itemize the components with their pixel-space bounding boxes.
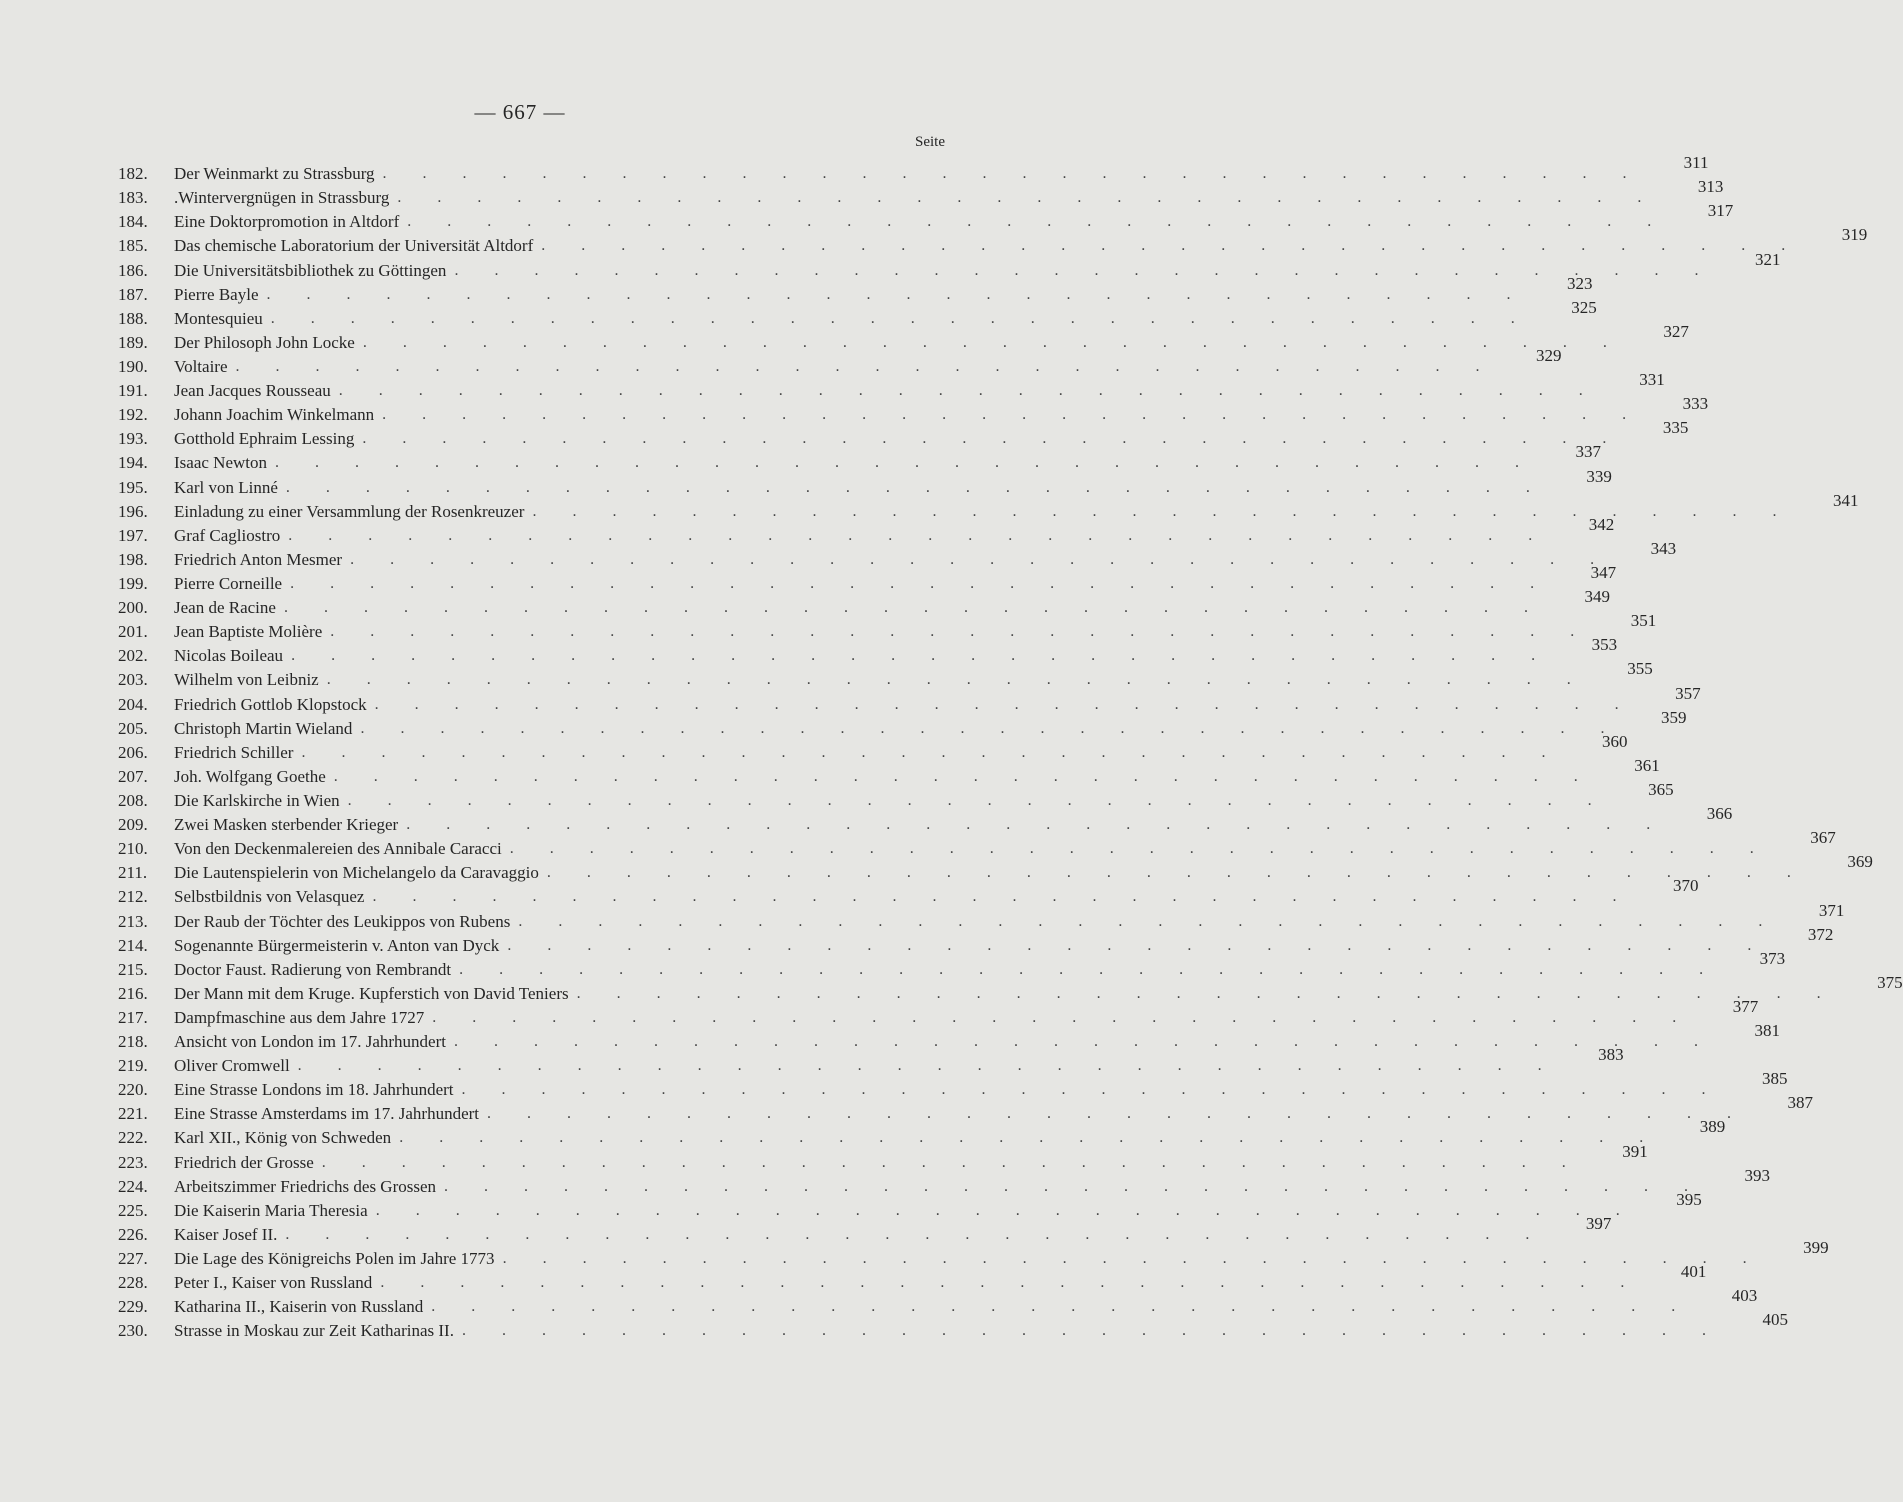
entry-number: 211. (118, 863, 148, 883)
entry-number: 227. (118, 1249, 148, 1269)
dot-leader: . . . . . . . . . . . . . . . . . . . . . . . . . . . . . . . . (347, 791, 1608, 809)
entry-page: 367 (1810, 828, 1836, 848)
entry-page: 399 (1803, 1238, 1829, 1258)
dot-leader: . . . . . . . . . . . . . . . . . . . . . . . . . . . . . . . . (407, 213, 1668, 231)
entry-title: Joh. Wolfgang Goethe (174, 766, 326, 786)
entry-number: 217. (118, 1007, 148, 1027)
entry-page: 341 (1832, 490, 1859, 510)
toc-entry (118, 1069, 1788, 1100)
entry-page: 313 (1697, 177, 1724, 197)
entry-title: Johann Joachim Winkelmann (174, 405, 375, 425)
entry-page: 329 (1536, 345, 1562, 365)
entry-title: Eine Doktorpromotion in Altdorf (174, 212, 400, 232)
entry-title: Der Weinmarkt zu Strassburg (174, 164, 375, 184)
entry-title: Jean de Racine (174, 598, 276, 618)
dot-leader: . . . . . . . . . . . . . . . . . . . . . . . . . . . . . . . . (291, 647, 1552, 665)
toc-entry (118, 852, 1873, 883)
toc-entry (118, 321, 1689, 353)
dot-leader: . . . . . . . . . . . . . . . . . . . . . . . . . . . . . . . . (461, 1081, 1722, 1099)
entry-page: 339 (1586, 466, 1612, 486)
toc-entry (118, 249, 1781, 280)
dot-leader: . . . . . . . . . . . . . . . . . . . . . . . . . . . . . . . . (283, 599, 1544, 617)
toc-entry (118, 177, 1724, 208)
dot-leader: . . . . . . . . . . . . . . . . . . . . . . . . . . . . . . . . (459, 960, 1720, 978)
entry-number: 206. (118, 742, 148, 762)
dot-leader: . . . . . . . . . . . . . . . . . . . . . . . . . . . . . . . . (406, 816, 1667, 834)
entry-title: Friedrich der Grosse (174, 1152, 314, 1172)
dot-leader: . . . . . . . . . . . . . . . . . . . . . . . . . . . . . . . . (507, 936, 1768, 954)
entry-number: 212. (118, 887, 148, 907)
page-column-label: Seite (915, 134, 945, 150)
toc-entry (118, 225, 1868, 256)
entry-title: Einladung zu einer Versammlung der Rosenkreuzer (174, 501, 525, 521)
entry-page: 353 (1591, 635, 1618, 655)
entry-title: Ansicht von London im 17. Jahrhundert (174, 1032, 446, 1052)
entry-title: Der Philosoph John Locke (174, 332, 355, 352)
entry-number: 229. (118, 1297, 148, 1317)
entry-page: 372 (1807, 924, 1834, 944)
toc-entry (118, 418, 1689, 449)
entry-title: Eine Strasse Londons im 18. Jahrhundert (174, 1080, 454, 1100)
toc-entry (118, 804, 1733, 835)
entry-number: 219. (118, 1056, 148, 1076)
entry-page: 385 (1762, 1069, 1788, 1089)
entry-number: 188. (118, 308, 148, 328)
dot-leader: . . . . . . . . . . . . . . . . . . . . . . . . . . . . . . . . (432, 1008, 1693, 1026)
toc-entry (118, 1286, 1758, 1317)
entry-number: 209. (118, 815, 148, 835)
entry-number: 220. (118, 1080, 148, 1100)
entry-page: 357 (1675, 683, 1701, 703)
entry-title: Pierre Corneille (174, 573, 283, 593)
dot-leader: . . . . . . . . . . . . . . . . . . . . . . . . . . . . . . . . (380, 1274, 1641, 1292)
entry-page: 360 (1601, 731, 1628, 751)
toc-entry (118, 153, 1709, 184)
entry-title: Der Mann mit dem Kruge. Kupferstich von David Teniers (174, 983, 569, 1003)
dot-leader: . . . . . . . . . . . . . . . . . . . . . . . . . . . . . . . . (266, 285, 1527, 303)
entry-page: 381 (1754, 1021, 1780, 1041)
entry-title: Karl von Linné (174, 477, 278, 497)
entry-page: 327 (1663, 321, 1689, 341)
entry-number: 190. (118, 356, 148, 376)
entry-page: 319 (1841, 225, 1868, 245)
entry-page: 373 (1759, 948, 1786, 968)
dot-leader: . . . . . . . . . . . . . . . . . . . . . . . . . . . . . . . . (509, 840, 1770, 858)
entry-number: 184. (118, 212, 148, 232)
toc-entry (118, 731, 1628, 763)
dot-leader: . . . . . . . . . . . . . . . . . . . . . . . . . . . . . . . . (290, 574, 1551, 592)
entry-title: Die Universitätsbibliothek zu Göttingen (174, 260, 447, 280)
table-of-contents (118, 153, 1903, 1341)
entry-page: 311 (1683, 153, 1709, 173)
entry-number: 213. (118, 911, 148, 931)
toc-entry (118, 1093, 1814, 1124)
dot-leader: . . . . . . . . . . . . . . . . . . . . . . . . . . . . . . . . (350, 550, 1611, 568)
dot-leader: . . . . . . . . . . . . . . . . . . . . . . . . . . . . . . . . (431, 1298, 1692, 1316)
entry-title: Isaac Newton (174, 453, 267, 473)
entry-title: Selbstbildnis von Velasquez (174, 887, 365, 907)
dot-leader: . . . . . . . . . . . . . . . . . . . . . . . . . . . . . . . . (297, 1057, 1558, 1075)
entry-number: 192. (118, 405, 148, 425)
toc-entry (118, 538, 1677, 570)
entry-title: Zwei Masken sterbender Krieger (174, 815, 399, 835)
entry-title: Die Lage des Königreichs Polen im Jahre 1773 (174, 1249, 495, 1269)
dot-leader: . . . . . . . . . . . . . . . . . . . . . . . . . . . . . . . . (374, 695, 1635, 713)
dot-leader: . . . . . . . . . . . . . . . . . . . . . . . . . . . . . . . . (375, 1201, 1636, 1219)
entry-page: 331 (1639, 370, 1665, 390)
toc-entry (118, 587, 1610, 618)
entry-number: 182. (118, 164, 148, 184)
entry-number: 208. (118, 790, 148, 810)
entry-title: Pierre Bayle (174, 284, 259, 304)
entry-number: 194. (118, 453, 148, 473)
entry-number: 197. (118, 525, 148, 545)
toc-entry (118, 1238, 1829, 1269)
entry-number: 222. (118, 1128, 148, 1148)
entry-page: 397 (1585, 1213, 1612, 1233)
entry-number: 196. (118, 501, 148, 521)
dot-leader: . . . . . . . . . . . . . . . . . . . . . . . . . . . . . . . . (362, 333, 1623, 351)
entry-page: 395 (1676, 1189, 1702, 1209)
dot-leader: . . . . . . . . . . . . . . . . . . . . . . . . . . . . . . . . (333, 767, 1594, 785)
entry-number: 225. (118, 1200, 148, 1220)
entry-title: Friedrich Gottlob Klopstock (174, 694, 367, 714)
entry-page: 337 (1575, 442, 1601, 462)
toc-entry (118, 201, 1734, 232)
dot-leader: . . . . . . . . . . . . . . . . . . . . . . . . . . . . . . . . (444, 1177, 1705, 1195)
dot-leader: . . . . . . . . . . . . . . . . . . . . . . . . . . . . . . . . (461, 1322, 1722, 1340)
entry-title: Montesquieu (174, 308, 263, 328)
entry-page: 325 (1571, 297, 1597, 317)
entry-number: 226. (118, 1224, 148, 1244)
dot-leader: . . . . . . . . . . . . . . . . . . . . . . . . . . . . . . . . (453, 1033, 1714, 1051)
entry-page: 361 (1634, 755, 1660, 775)
entry-page: 321 (1754, 249, 1781, 269)
entry-page: 359 (1660, 707, 1687, 727)
entry-number: 218. (118, 1032, 148, 1052)
entry-title: Dampfmaschine aus dem Jahre 1727 (174, 1007, 425, 1027)
entry-page: 393 (1744, 1165, 1771, 1185)
page-number: — 667 — (474, 100, 566, 124)
dot-leader: . . . . . . . . . . . . . . . . . . . . . . . . . . . . . . . . (270, 309, 1531, 327)
entry-number: 200. (118, 598, 148, 618)
toc-entry (118, 562, 1617, 594)
entry-page: 343 (1650, 538, 1677, 558)
entry-title: Der Raub der Töchter des Leukippos von Rubens (174, 911, 511, 931)
toc-entry (118, 755, 1660, 787)
toc-entry (118, 345, 1562, 377)
toc-entry (118, 779, 1674, 811)
toc-entry (118, 900, 1845, 931)
toc-entry (118, 490, 1859, 522)
entry-page: 323 (1567, 273, 1593, 293)
dot-leader: . . . . . . . . . . . . . . . . . . . . . . . . . . . . . . . . (532, 502, 1793, 520)
dot-leader: . . . . . . . . . . . . . . . . . . . . . . . . . . . . . . . . (288, 526, 1549, 544)
toc-entry (118, 707, 1687, 739)
entry-title: .Wintervergnügen in Strassburg (174, 188, 390, 208)
dot-leader: . . . . . . . . . . . . . . . . . . . . . . . . . . . . . . . . (360, 719, 1621, 737)
entry-page: 387 (1787, 1093, 1814, 1113)
toc-entry (118, 1165, 1771, 1197)
toc-entry (118, 466, 1612, 497)
entry-page: 317 (1707, 201, 1734, 221)
entry-number: 216. (118, 983, 148, 1003)
dot-leader: . . . . . . . . . . . . . . . . . . . . . . . . . . . . . . . . (518, 912, 1779, 930)
entry-number: 228. (118, 1273, 148, 1293)
toc-entry (118, 1262, 1707, 1293)
toc-entry (118, 394, 1709, 425)
entry-title: Voltaire (174, 356, 228, 376)
entry-number: 223. (118, 1152, 148, 1172)
toc-entry (118, 924, 1834, 956)
entry-title: Arbeitszimmer Friedrichs des Grossen (174, 1176, 437, 1196)
dot-leader: . . . . . . . . . . . . . . . . . . . . . . . . . . . . . . . . (541, 237, 1802, 255)
entry-number: 189. (118, 332, 148, 352)
entry-title: Nicolas Boileau (174, 646, 284, 666)
toc-entry (118, 442, 1601, 473)
toc-entry (118, 297, 1597, 329)
entry-page: 370 (1672, 876, 1699, 896)
entry-page: 383 (1598, 1045, 1624, 1065)
toc-entry (118, 1189, 1702, 1221)
dot-leader: . . . . . . . . . . . . . . . . . . . . . . . . . . . . . . . . (338, 382, 1599, 400)
dot-leader: . . . . . . . . . . . . . . . . . . . . . . . . . . . . . . . . (397, 189, 1658, 207)
entry-number: 202. (118, 646, 148, 666)
toc-entry (118, 1117, 1726, 1148)
entry-number: 187. (118, 284, 148, 304)
entry-number: 183. (118, 188, 148, 208)
dot-leader: . . . . . . . . . . . . . . . . . . . . . . . . . . . . . . . . (399, 1129, 1660, 1147)
toc-entry (118, 370, 1665, 401)
entry-number: 201. (118, 622, 148, 642)
toc-entry (118, 948, 1786, 980)
dot-leader: . . . . . . . . . . . . . . . . . . . . . . . . . . . . . . . . (285, 478, 1546, 496)
entry-page: 377 (1732, 996, 1759, 1016)
entry-number: 214. (118, 935, 148, 955)
entry-number: 221. (118, 1104, 148, 1124)
entry-page: 391 (1622, 1141, 1648, 1161)
entry-number: 230. (118, 1321, 148, 1341)
toc-entry (118, 972, 1903, 1004)
entry-page: 371 (1818, 900, 1845, 920)
entry-page: 405 (1762, 1310, 1788, 1330)
entry-page: 369 (1847, 852, 1873, 872)
entry-title: Graf Cagliostro (174, 525, 281, 545)
entry-title: Jean Jacques Rousseau (174, 381, 331, 401)
entry-number: 205. (118, 718, 148, 738)
entry-number: 195. (118, 477, 148, 497)
entry-title: Karl XII., König von Schweden (174, 1128, 392, 1148)
entry-title: Doctor Faust. Radierung von Rembrandt (174, 959, 452, 979)
dot-leader: . . . . . . . . . . . . . . . . . . . . . . . . . . . . . . . . (382, 165, 1643, 183)
entry-title: Eine Strasse Amsterdams im 17. Jahrhundert (174, 1104, 480, 1124)
entry-number: 193. (118, 429, 148, 449)
toc-entry (118, 611, 1657, 642)
entry-page: 375 (1877, 972, 1903, 992)
entry-title: Jean Baptiste Molière (174, 622, 323, 642)
entry-page: 366 (1706, 804, 1733, 824)
entry-number: 210. (118, 839, 148, 859)
toc-entry (118, 273, 1593, 305)
entry-number: 199. (118, 573, 148, 593)
entry-page: 365 (1648, 779, 1674, 799)
entry-title: Strasse in Moskau zur Zeit Katharinas II. (174, 1321, 454, 1341)
entry-page: 351 (1630, 611, 1657, 631)
entry-page: 342 (1588, 514, 1615, 534)
toc-entry (118, 876, 1699, 907)
dot-leader: . . . . . . . . . . . . . . . . . . . . . . . . . . . . . . . . (382, 406, 1643, 424)
entry-title: Katharina II., Kaiserin von Russland (174, 1297, 424, 1317)
toc-entry (118, 1310, 1788, 1341)
toc-entry (118, 659, 1653, 690)
entry-page: 389 (1699, 1117, 1726, 1137)
entry-number: 185. (118, 236, 148, 256)
entry-page: 333 (1682, 394, 1709, 414)
toc-entry (118, 828, 1836, 859)
dot-leader: . . . . . . . . . . . . . . . . . . . . . . . . . . . . . . . . (275, 454, 1535, 472)
entry-number: 204. (118, 694, 148, 714)
dot-leader: . . . . . . . . . . . . . . . . . . . . . . . . . . . . . . . . (285, 1225, 1546, 1243)
dot-leader: . . . . . . . . . . . . . . . . . . . . . . . . . . . . . . . . (454, 261, 1715, 279)
entry-page: 335 (1662, 418, 1689, 438)
dot-leader: . . . . . . . . . . . . . . . . . . . . . . . . . . . . . . . . (326, 671, 1587, 689)
dot-leader: . . . . . . . . . . . . . . . . . . . . . . . . . . . . . . . . (362, 430, 1623, 448)
entry-title: Die Lautenspielerin von Michelangelo da Caravaggio (174, 863, 539, 883)
entry-number: 224. (118, 1176, 148, 1196)
entry-title: Wilhelm von Leibniz (174, 670, 319, 690)
toc-entry (118, 1021, 1780, 1052)
entry-page: 401 (1680, 1262, 1707, 1282)
entry-page: 355 (1627, 659, 1653, 679)
toc-entry (118, 514, 1615, 546)
dot-leader: . . . . . . . . . . . . . . . . . . . . . . . . . . . . . . . . (502, 1250, 1763, 1268)
entry-title: Das chemische Laboratorium der Universität Altdorf (174, 236, 534, 256)
entry-title: Friedrich Schiller (174, 742, 294, 762)
entry-number: 215. (118, 959, 148, 979)
toc-entry (118, 683, 1701, 714)
toc-entry (118, 635, 1618, 666)
dot-leader: . . . . . . . . . . . . . . . . . . . . . . . . . . . . . . . . (372, 888, 1633, 906)
entry-title: Die Karlskirche in Wien (174, 790, 340, 810)
toc-entry (118, 1213, 1612, 1245)
entry-page: 347 (1590, 562, 1617, 582)
entry-number: 203. (118, 670, 148, 690)
entry-title: Peter I., Kaiser von Russland (174, 1273, 373, 1293)
entry-title: Gotthold Ephraim Lessing (174, 429, 355, 449)
entry-number: 207. (118, 766, 148, 786)
dot-leader: . . . . . . . . . . . . . . . . . . . . . . . . . . . . . . . . (301, 743, 1562, 761)
entry-title: Kaiser Josef II. (174, 1224, 278, 1244)
toc-entry (118, 996, 1759, 1028)
entry-title: Friedrich Anton Mesmer (174, 549, 343, 569)
dot-leader: . . . . . . . . . . . . . . . . . . . . . . . . . . . . . . . . (487, 1105, 1748, 1123)
toc-entry (118, 1045, 1624, 1076)
entry-number: 186. (118, 260, 148, 280)
dot-leader: . . . . . . . . . . . . . . . . . . . . . . . . . . . . . . . . (576, 984, 1837, 1002)
entry-page: 403 (1731, 1286, 1758, 1306)
dot-leader: . . . . . . . . . . . . . . . . . . . . . . . . . . . . . . . . (330, 623, 1591, 641)
entry-title: Von den Deckenmalereien des Annibale Caracci (174, 839, 502, 859)
entry-title: Die Kaiserin Maria Theresia (174, 1200, 368, 1220)
entry-number: 191. (118, 381, 148, 401)
entry-title: Christoph Martin Wieland (174, 718, 353, 738)
dot-leader: . . . . . . . . . . . . . . . . . . . . . . . . . . . . . . . . (321, 1153, 1582, 1171)
toc-entry (118, 1141, 1648, 1172)
dot-leader: . . . . . . . . . . . . . . . . . . . . . . . . . . . . . . . . (546, 864, 1807, 882)
entry-title: Oliver Cromwell (174, 1056, 290, 1076)
entry-title: Sogenannte Bürgermeisterin v. Anton van Dyck (174, 935, 500, 955)
dot-leader: . . . . . . . . . . . . . . . . . . . . . . . . . . . . . . . . (235, 357, 1496, 375)
entry-page: 349 (1584, 587, 1610, 607)
entry-number: 198. (118, 549, 148, 569)
